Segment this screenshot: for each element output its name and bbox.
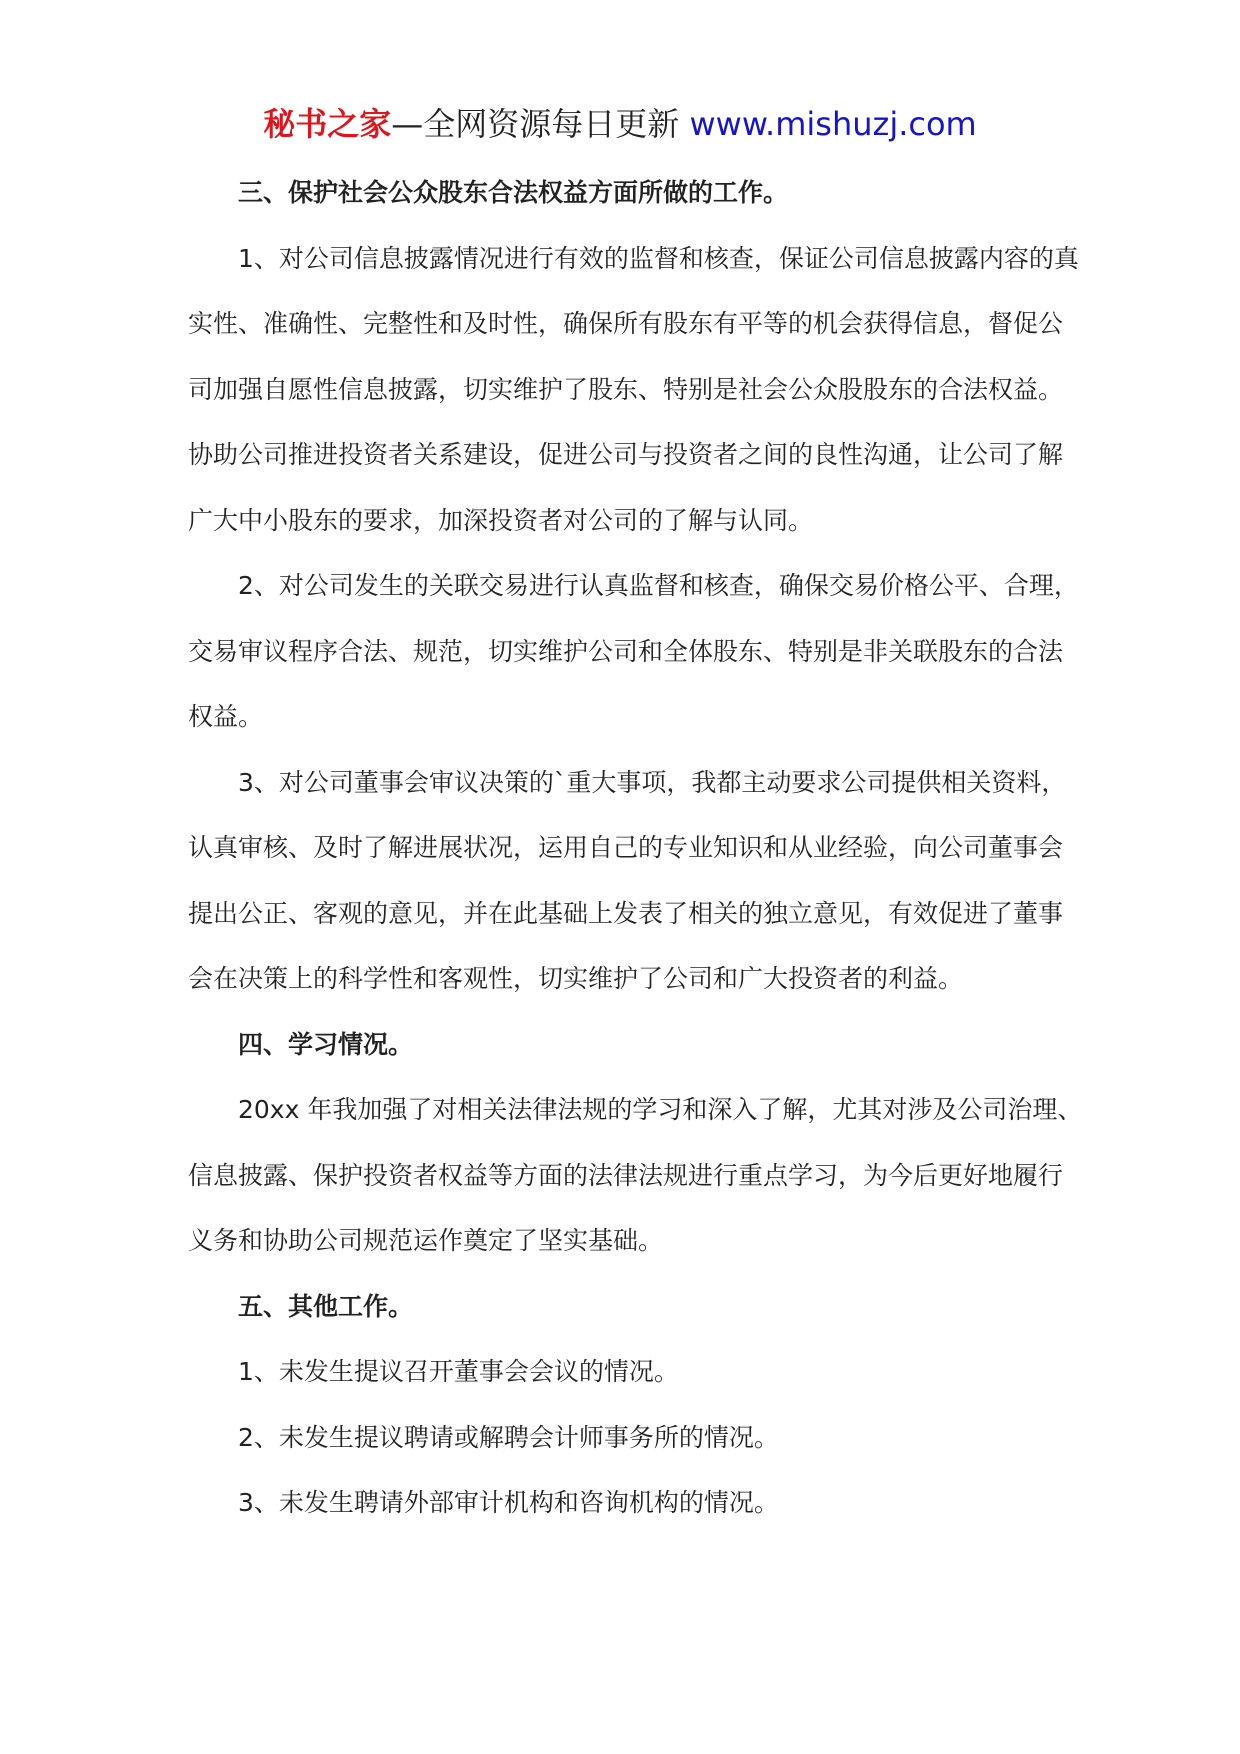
site-url-link[interactable]: www.mishuzj.com	[689, 105, 977, 143]
section-4-paragraph-1: 20xx 年我加强了对相关法律法规的学习和深入了解，尤其对涉及公司治理、信息披露、保护投资者权益等方面的法律法规进行重点学习，为今后更好地履行义务和协助公司规范运作奠定了坚实基础。	[188, 1095, 1083, 1255]
section-3-paragraph-3: 3、对公司董事会审议决策的`重大事项，我都主动要求公司提供相关资料，认真审核、及时了解进展状况，运用自己的专业知识和从业经验，向公司董事会提出公正、客观的意见，并在此基础上发表了相关的独立意见，有效促进了董事会在决策上的科学性和客观性，切实维护了公司和广大投资者的利益。	[188, 767, 1067, 993]
section-heading-4: 四、学习情况。	[238, 1029, 414, 1059]
section-5-item-2: 2、未发生提议聘请或解聘会计师事务所的情况。	[238, 1422, 779, 1452]
section-heading-5: 五、其他工作。	[238, 1291, 414, 1321]
section-heading-3: 三、保护社会公众股东合法权益方面所做的工作。	[238, 178, 789, 207]
section-5-item-3: 3、未发生聘请外部审计机构和咨询机构的情况。	[238, 1488, 779, 1517]
brand-name: 秘书之家	[263, 105, 392, 143]
site-banner	[0, 96, 1240, 152]
section-3-paragraph-2: 2、对公司发生的关联交易进行认真监督和核查，确保交易价格公平、合理，交易审议程序合法、规范，切实维护公司和全体股东、特别是非关联股东的合法权益。	[188, 571, 1079, 731]
section-5-item-1: 1、未发生提议召开董事会会议的情况。	[238, 1357, 679, 1386]
banner-slogan: —全网资源每日更新	[391, 105, 690, 143]
section-3-paragraph-1: 1、对公司信息披露情况进行有效的监督和核查，保证公司信息披露内容的真实性、准确性、完整性和及时性，确保所有股东有平等的机会获得信息，督促公司加强自愿性信息披露，切实维护了股东、特别是社会公众股股东的合法权益。协助公司推进投资者关系建设，促进公司与投资者之间的良性沟通，让公司了解广大中小股东的要求，加深投资者对公司的了解与认同。	[188, 243, 1079, 535]
document-body	[188, 160, 1083, 1536]
